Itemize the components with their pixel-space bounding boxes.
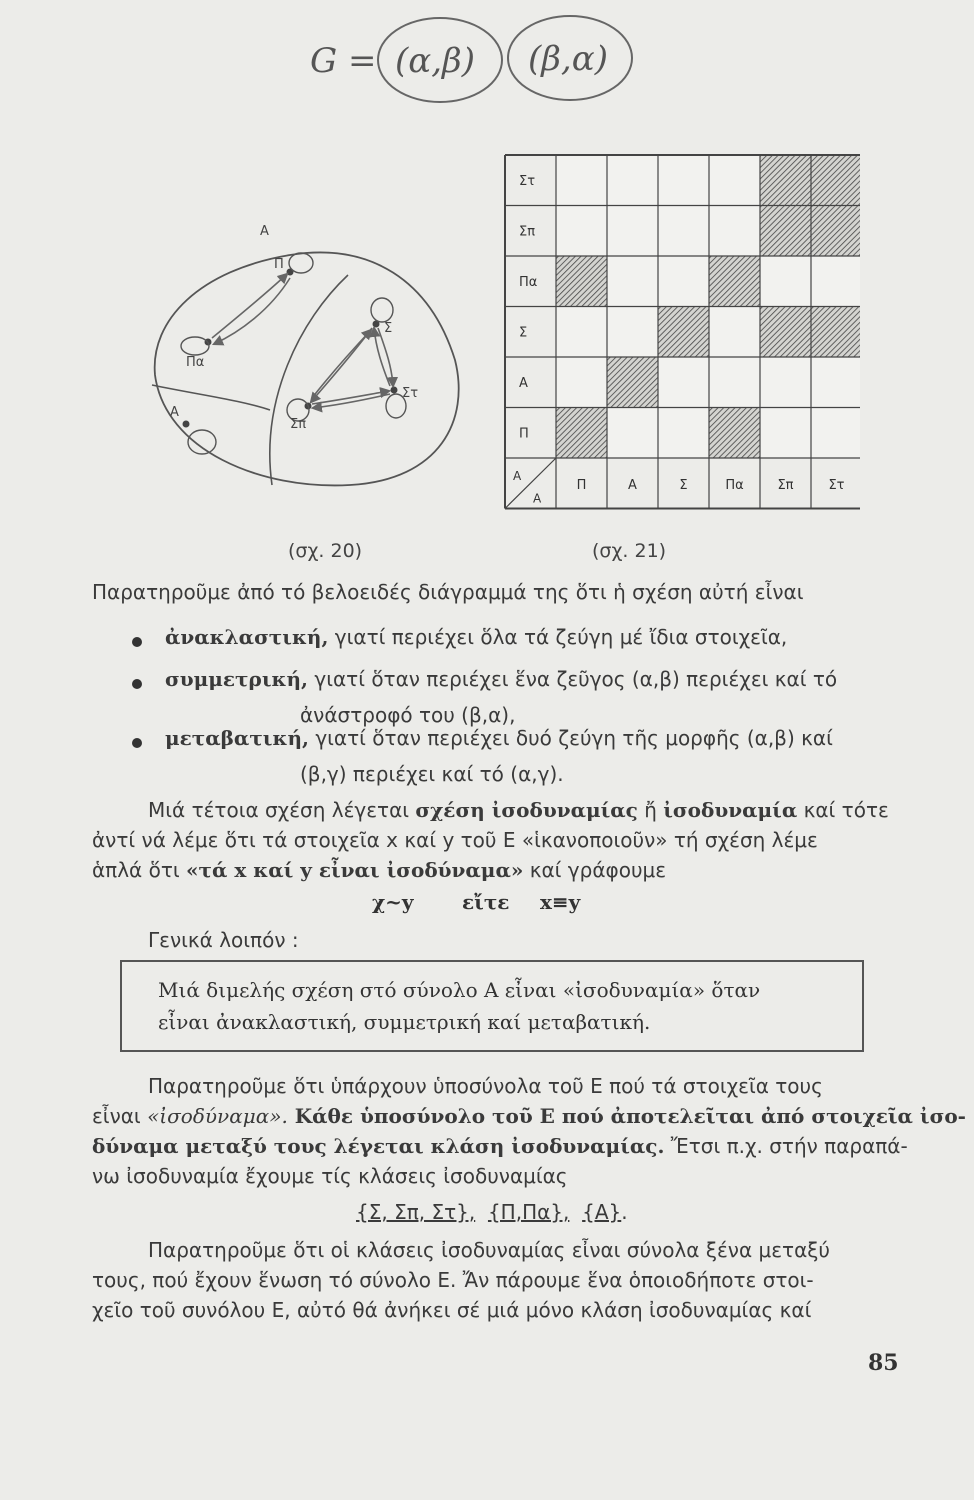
para4-line1: Παρατηροῦμε ὅτι οἱ κλάσεις ἰσοδυναμίας εἶναι σύνολα ξένα μεταξύ [148,1238,831,1262]
definition-box [120,960,864,1052]
bullet-1-text [165,625,787,649]
grid-cell-empty [658,206,709,257]
grid-cell-empty [556,155,607,206]
grid-cell-empty [709,155,760,206]
formula-equiv: x≡y [540,890,581,914]
para3-line2 [92,1104,966,1128]
grid-cell-empty [811,357,860,408]
definition-line2: εἶναι ἀνακλαστική, συμμετρική καί μεταβατική. [158,1010,651,1034]
handwritten-prefix: G = [310,41,377,81]
p2-l1-a: Μιά τέτοια σχέση λέγεται [148,798,416,822]
p3-l2-a: εἶναι [92,1104,148,1128]
para2-line2: ἀντί νά λέμε ὅτι τά στοιχεῖα x καί y τοῦ Ε «ἱκανοποιοῦν» τή σχέση λέμε [92,828,818,852]
grid-cell-empty [811,408,860,459]
para2-line1 [148,798,889,822]
grid-cell-empty [760,408,811,459]
col-label: Στ [828,478,845,493]
class-1: {Σ, Σπ, Στ}, [356,1200,476,1224]
label-sp: Σπ [290,417,307,432]
grid-cell-empty [811,256,860,307]
col-label: Σ [679,478,688,493]
node-st [391,387,398,394]
classes-end: . [621,1200,628,1224]
p2-l1-d: ἰσοδυναμία [663,798,798,822]
p2-l3-c: καί γράφουμε [523,858,667,882]
arrow-p-pa [214,278,290,344]
loop-a [188,430,216,454]
col-label: A [628,478,637,493]
p2-l3-b: «τά x καί y εἶναι ἰσοδύναμα» [186,858,524,882]
arrow-pa-p [212,274,287,338]
reflexive-term: ἀνακλαστική, [165,625,329,649]
general-label: Γενικά λοιπόν : [148,928,299,952]
loop-p [289,253,313,273]
label-pa: Πα [186,355,205,370]
caption-fig20: (σχ. 20) [288,540,363,562]
grid-cell-shaded [556,256,607,307]
bullet-2-text [165,667,837,691]
p3-l3-a: δύναμα μεταξύ τους λέγεται κλάση ἰσοδυναμίας. [92,1134,665,1158]
row-label: A [519,376,528,391]
row-label: Π [519,426,529,442]
arrow-diagram [140,210,470,490]
grid-cell-empty [658,408,709,459]
grid-cell-shaded [811,155,860,206]
row-label: Στ [519,174,536,189]
bullet-3 [132,738,142,748]
bullet-3-cont: (β,γ) περιέχει καί τό (α,γ). [300,762,564,786]
transitive-term: μεταβατική, [165,726,309,750]
bullet-2 [132,679,142,689]
grid-cell-empty [709,357,760,408]
grid-cell-shaded [760,206,811,257]
col-label: Π [576,478,587,493]
relation-grid [500,150,860,510]
p3-l2-c: Κάθε ὑποσύνολο τοῦ Ε πού ἀποτελεῖται ἀπό στοιχεῖα ἰσο- [287,1104,966,1128]
para2-line3 [92,858,666,882]
page-number: 85 [868,1350,899,1376]
node-a [183,421,190,428]
p2-l1-c: ἤ [637,798,664,822]
handwritten-pair-2: (β,α) [528,39,608,79]
intro-line: Παρατηροῦμε ἀπό τό βελοειδές διάγραμμά της ὅτι ἡ σχέση αὐτή εἶναι [92,580,804,604]
corner-label-bottom: A [533,491,542,506]
grid-cell-empty [607,256,658,307]
loop-pa [181,337,209,355]
bullet-2-rest: γιατί ὅταν περιέχει ἕνα ζεῦγος (α,β) περιέχει καί τό [314,667,838,691]
para3-line1: Παρατηροῦμε ὅτι ὑπάρχουν ὑποσύνολα τοῦ Ε πού τά στοιχεῖα τους [148,1074,823,1098]
grid-cell-shaded [811,307,860,358]
formula-or: εἴτε [462,890,510,914]
class-3: {A} [582,1200,622,1224]
class-2: {Π,Πα}, [487,1200,570,1224]
handwritten-note [300,10,660,130]
p2-l1-e: καί τότε [797,798,889,822]
partition-line-2 [270,275,348,485]
bullet-2-cont: ἀνάστροφό του (β,α), [300,703,516,727]
arrow-sp-s [312,330,371,398]
grid-cell-shaded [556,408,607,459]
bullet-3-rest: γιατί ὅταν περιέχει δυό ζεύγη τῆς μορφῆς (α,β) καί [315,726,833,750]
grid-cell-empty [760,357,811,408]
handwritten-pair-1: (α,β) [395,41,475,81]
grid-cell-shaded [607,357,658,408]
caption-fig21: (σχ. 21) [592,540,667,562]
loop-s [371,298,393,322]
grid-cell-empty [556,357,607,408]
grid-cell-shaded [658,307,709,358]
label-a: A [170,405,179,420]
row-label: Σ [519,325,528,341]
definition-line1: Μιά διμελής σχέση στό σύνολο Α εἶναι «ἰσοδυναμία» ὅταν [158,978,761,1002]
p3-l2-b: «ἰσοδύναμα». [147,1104,288,1128]
grid-cell-empty [607,155,658,206]
arrow-st-sp [313,394,390,408]
p3-l3-b: Ἔτσι π.χ. στήν παραπά- [664,1134,908,1158]
grid-cell-empty [658,155,709,206]
grid-cell-empty [658,256,709,307]
label-s: Σ [384,321,393,336]
label-set-a: A [260,224,269,239]
formula-tilde: χ~y [372,890,414,914]
bullet-1 [132,637,142,647]
col-label: Σπ [777,478,794,493]
label-st: Στ [402,386,419,401]
para4-line2: τους, πού ἔχουν ἕνωση τό σύνολο Ε. Ἄν πάρουμε ἕνα ὁποιοδήποτε στοι- [92,1268,814,1292]
para4-line3: χεῖο τοῦ συνόλου Ε, αὐτό θά ἀνήκει σέ μιά μόνο κλάση ἰσοδυναμίας καί [92,1298,812,1322]
grid-cell-shaded [709,256,760,307]
col-label: Πα [725,478,744,493]
grid-cell-empty [607,408,658,459]
symmetric-term: συμμετρική, [165,667,308,691]
grid-cell-empty [709,206,760,257]
p2-l3-a: ἁπλά ὅτι [92,858,187,882]
bullet-3-text [165,726,833,750]
corner-diagonal [505,458,556,509]
grid-cell-empty [607,206,658,257]
grid-cell-empty [556,206,607,257]
row-label: Πα [519,275,538,290]
grid-cell-shaded [760,155,811,206]
p2-l1-b: σχέση ἰσοδυναμίας [415,798,638,822]
grid-cell-empty [709,307,760,358]
grid-cell-shaded [709,408,760,459]
grid-cell-empty [658,357,709,408]
corner-label-top: A [513,469,522,483]
grid-cell-shaded [760,307,811,358]
grid-cell-empty [607,307,658,358]
grid-cell-shaded [811,206,860,257]
label-p: Π [274,257,284,272]
grid-cell-empty [556,307,607,358]
equivalence-classes [356,1200,628,1224]
grid-cell-empty [760,256,811,307]
row-label: Σπ [519,224,536,240]
para3-line3 [92,1134,908,1158]
para3-line4: νω ἰσοδυναμία ἔχουμε τίς κλάσεις ἰσοδυναμίας [92,1164,568,1188]
bullet-1-rest: γιατί περιέχει ὅλα τά ζεύγη μέ ἴδια στοιχεῖα, [334,625,788,649]
